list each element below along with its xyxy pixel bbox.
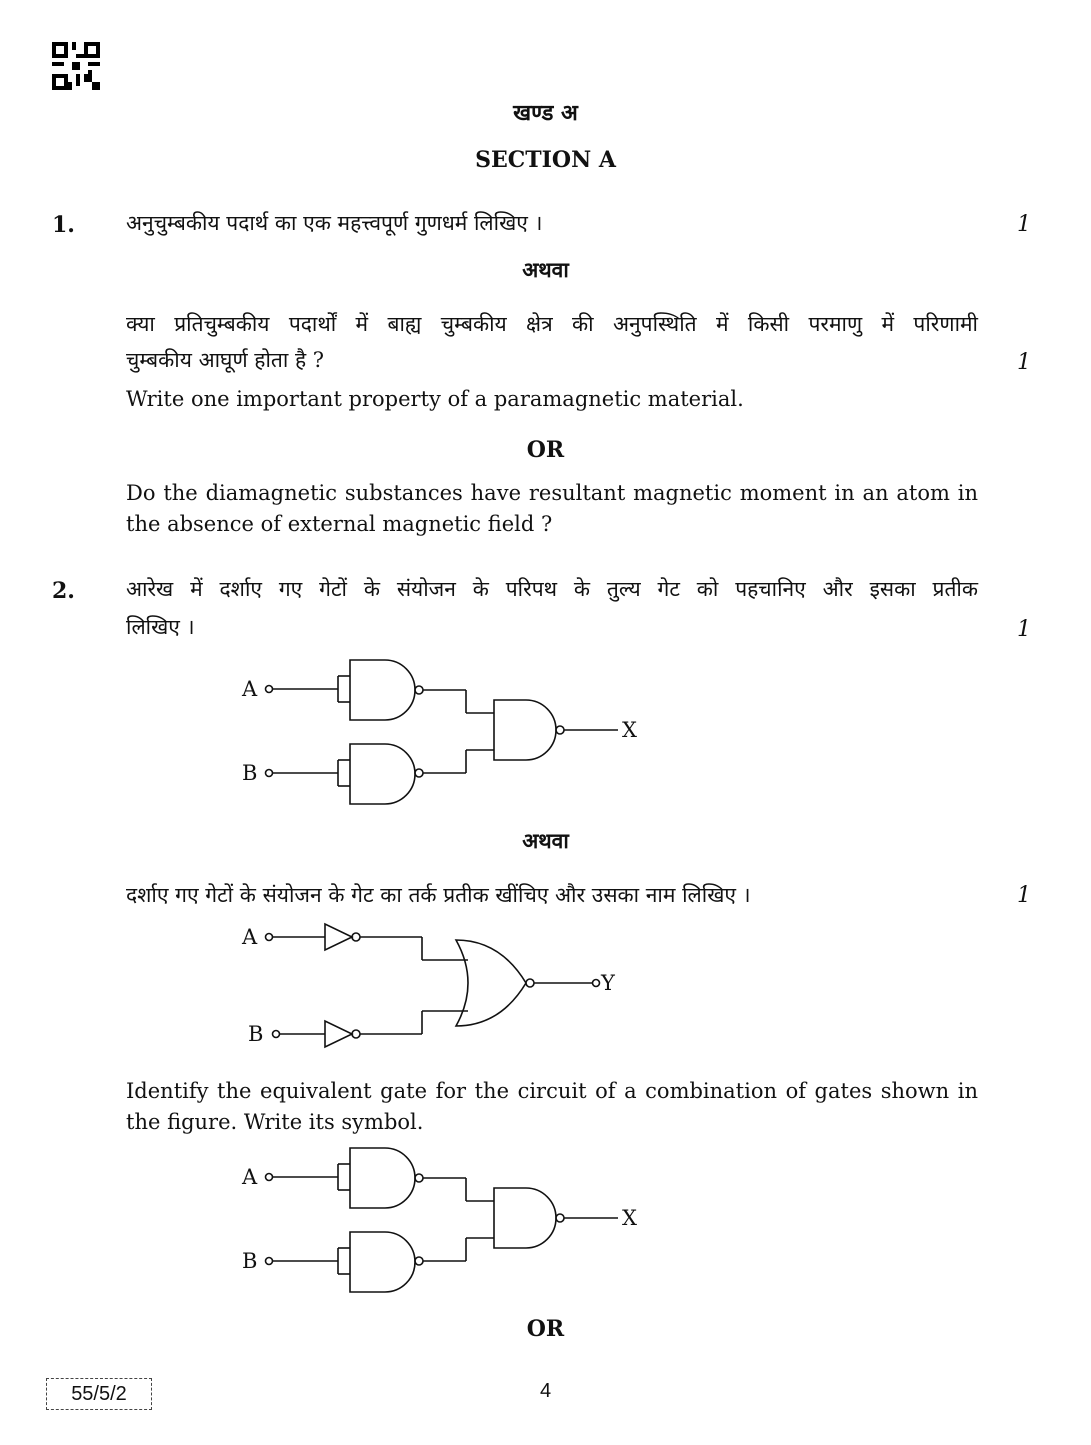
label-a: A — [242, 1165, 258, 1189]
q2-english-a: Identify the equivalent gate for the circuit of a combination of gates shown in the figure. Write its symbol. — [126, 1079, 978, 1134]
nand-circuit-diagram-2 — [230, 1138, 660, 1308]
label-x: X — [622, 718, 637, 742]
input-terminal-a — [266, 686, 273, 693]
nor-gate — [456, 940, 526, 1026]
label-b: B — [248, 1022, 264, 1046]
q1-hindi-a: अनुचुम्बकीय पदार्थ का एक महत्त्वपूर्ण गुणधर्म लिखिए । — [126, 211, 543, 235]
input-terminal-b — [266, 770, 273, 777]
q1-marks-b: 1 — [1017, 350, 1031, 375]
label-b: B — [242, 1249, 258, 1273]
nand-circuit-diagram-1 — [230, 650, 660, 820]
question-number-2: 2. — [52, 578, 75, 604]
q2-hindi-a-line1: आरेख में दर्शाए गए गेटों के संयोजन के परिपथ के तुल्य गेट को पहचानिए और इसका प्रतीक — [126, 577, 978, 601]
nor-circuit-diagram — [230, 915, 630, 1050]
q2-hindi-a-line2: लिखिए । — [126, 615, 195, 639]
q1-hindi-b-line2: चुम्बकीय आघूर्ण होता है ? — [126, 348, 325, 372]
q1-english-a: Write one important property of a paramagnetic material. — [126, 387, 744, 411]
page-number: 4 — [539, 1380, 552, 1402]
section-title-hindi: खण्ड अ — [513, 100, 578, 126]
not-gate-a — [325, 924, 352, 950]
q1-english-b: Do the diamagnetic substances have resultant magnetic moment in an atom in the absence of external magnetic field ? — [126, 481, 978, 536]
q1-or-hindi: अथवा — [522, 257, 569, 282]
label-x: X — [622, 1206, 637, 1230]
label-b: B — [242, 761, 258, 785]
q1-hindi-b-line1: क्या प्रतिचुम्बकीय पदार्थों में बाह्य चुम्बकीय क्षेत्र की अनुपस्थिति में किसी परमाणु में परिणामी — [126, 312, 978, 336]
nand-gate-3 — [494, 700, 556, 760]
label-a: A — [242, 925, 258, 949]
section-title-english: SECTION A — [475, 147, 616, 173]
not-gate-b — [325, 1021, 352, 1047]
q1-marks-a: 1 — [1017, 212, 1031, 237]
label-a: A — [242, 677, 258, 701]
label-y: Y — [601, 971, 615, 995]
q2-marks-b: 1 — [1017, 883, 1031, 908]
nand-gate-1 — [350, 660, 415, 720]
paper-code: 55/5/2 — [46, 1378, 152, 1410]
q2-marks-a: 1 — [1017, 617, 1031, 642]
qr-code-icon — [52, 42, 100, 90]
question-number-1: 1. — [52, 212, 75, 238]
q2-or-hindi: अथवा — [522, 828, 569, 853]
q1-or-english: OR — [526, 437, 565, 463]
q2-hindi-b: दर्शाए गए गेटों के संयोजन के गेट का तर्क प्रतीक खींचिए और उसका नाम लिखिए । — [126, 883, 751, 907]
q2-or-english: OR — [526, 1316, 565, 1342]
nand-gate-2 — [350, 744, 415, 804]
